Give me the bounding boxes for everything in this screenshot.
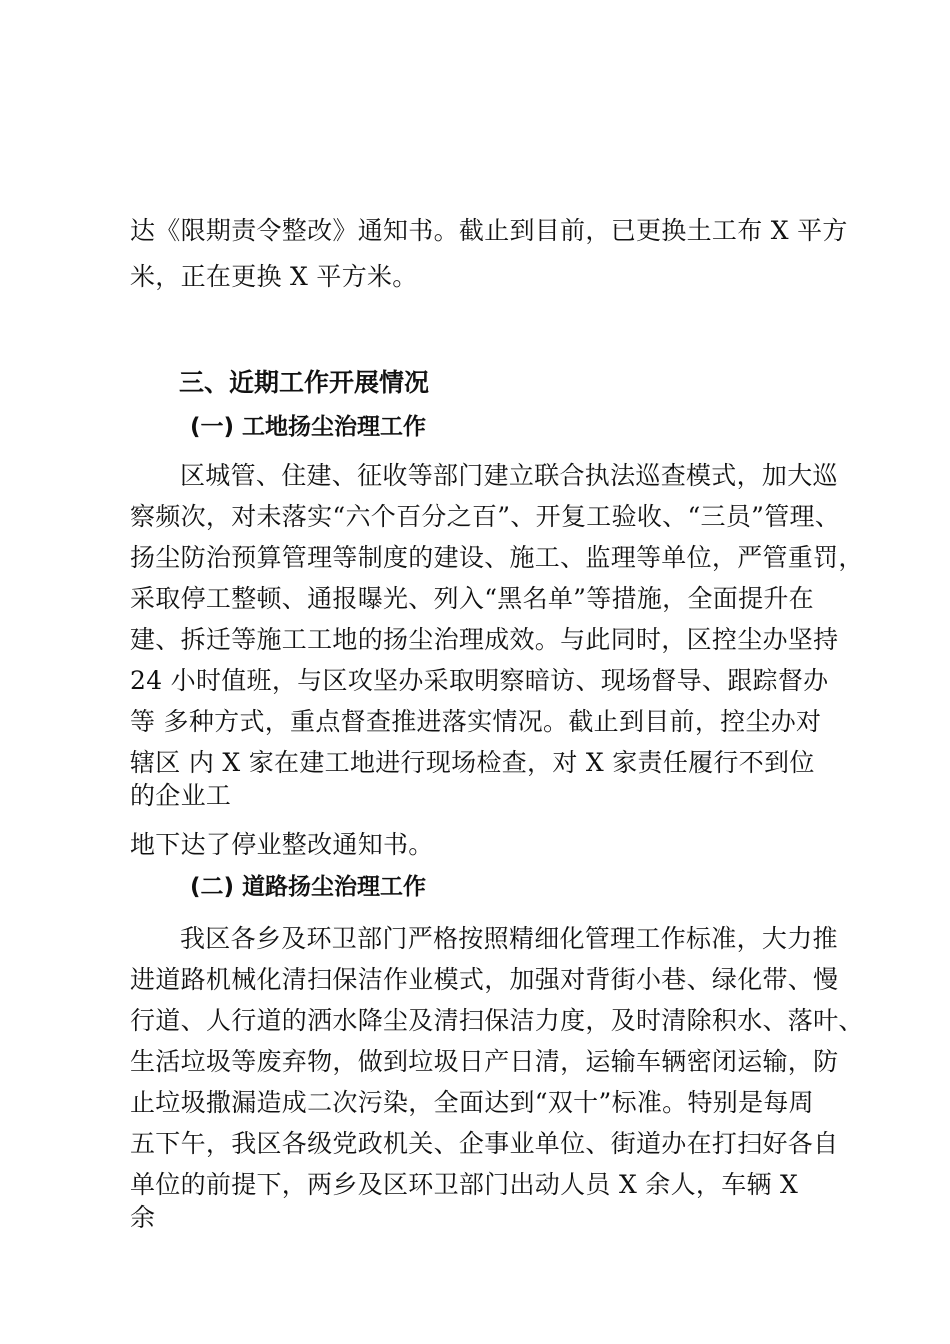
paragraph-line: 等 多种方式，重点督查推进落实情况。截止到目前，控尘办对 — [130, 707, 822, 736]
paragraph-line: 进道路机械化清扫保洁作业模式，加强对背街小巷、绿化带、慢 — [130, 965, 839, 994]
paragraph-line: 我区各乡及环卫部门严格按照精细化管理工作标准，大力推 — [180, 924, 838, 953]
paragraph-line: 五下午，我区各级党政机关、企事业单位、街道办在打扫好各自 — [130, 1129, 839, 1158]
paragraph-line: 24 小时值班，与区攻坚办采取明察暗访、现场督导、跟踪督办 — [130, 666, 829, 695]
paragraph-line: 扬尘防治预算管理等制度的建设、施工、监理等单位，严管重罚， — [130, 543, 864, 572]
paragraph-line: 区城管、住建、征收等部门建立联合执法巡查模式，加大巡 — [180, 461, 838, 490]
paragraph-line: 米，正在更换 X 平方米。 — [130, 262, 418, 291]
paragraph-line: 行道、人行道的洒水降尘及清扫保洁力度，及时清除积水、落叶、 — [130, 1006, 864, 1035]
paragraph-line: 察频次，对未落实“六个百分之百”、开复工验收、“三员”管理、 — [130, 502, 841, 531]
subsection-heading: (二) 道路扬尘治理工作 — [190, 874, 427, 900]
paragraph-line: 地下达了停业整改通知书。 — [130, 830, 434, 859]
section-heading: 三、近期工作开展情况 — [179, 368, 430, 397]
paragraph-line: 采取停工整顿、通报曝光、列入“黑名单”等措施，全面提升在 — [130, 584, 814, 613]
paragraph-line: 达《限期责令整改》通知书。截止到目前，已更换土工布 X 平方 — [130, 216, 848, 245]
subsection-heading: (一) 工地扬尘治理工作 — [190, 414, 427, 440]
paragraph-line: 止垃圾撒漏造成二次污染，全面达到“双十”标准。特别是每周 — [130, 1088, 814, 1117]
paragraph-line: 建、拆迁等施工工地的扬尘治理成效。与此同时，区控尘办坚持 — [130, 625, 839, 654]
paragraph-line: 单位的前提下，两乡及区环卫部门出动人员 X 余人，车辆 X — [130, 1170, 799, 1199]
paragraph-line: 辖区 内 X 家在建工地进行现场检查，对 X 家责任履行不到位 — [130, 748, 815, 777]
paragraph-line: 生活垃圾等废弃物，做到垃圾日产日清，运输车辆密闭运输，防 — [130, 1047, 839, 1076]
paragraph-line: 的企业工 — [130, 781, 232, 810]
paragraph-line: 余 — [130, 1203, 156, 1232]
